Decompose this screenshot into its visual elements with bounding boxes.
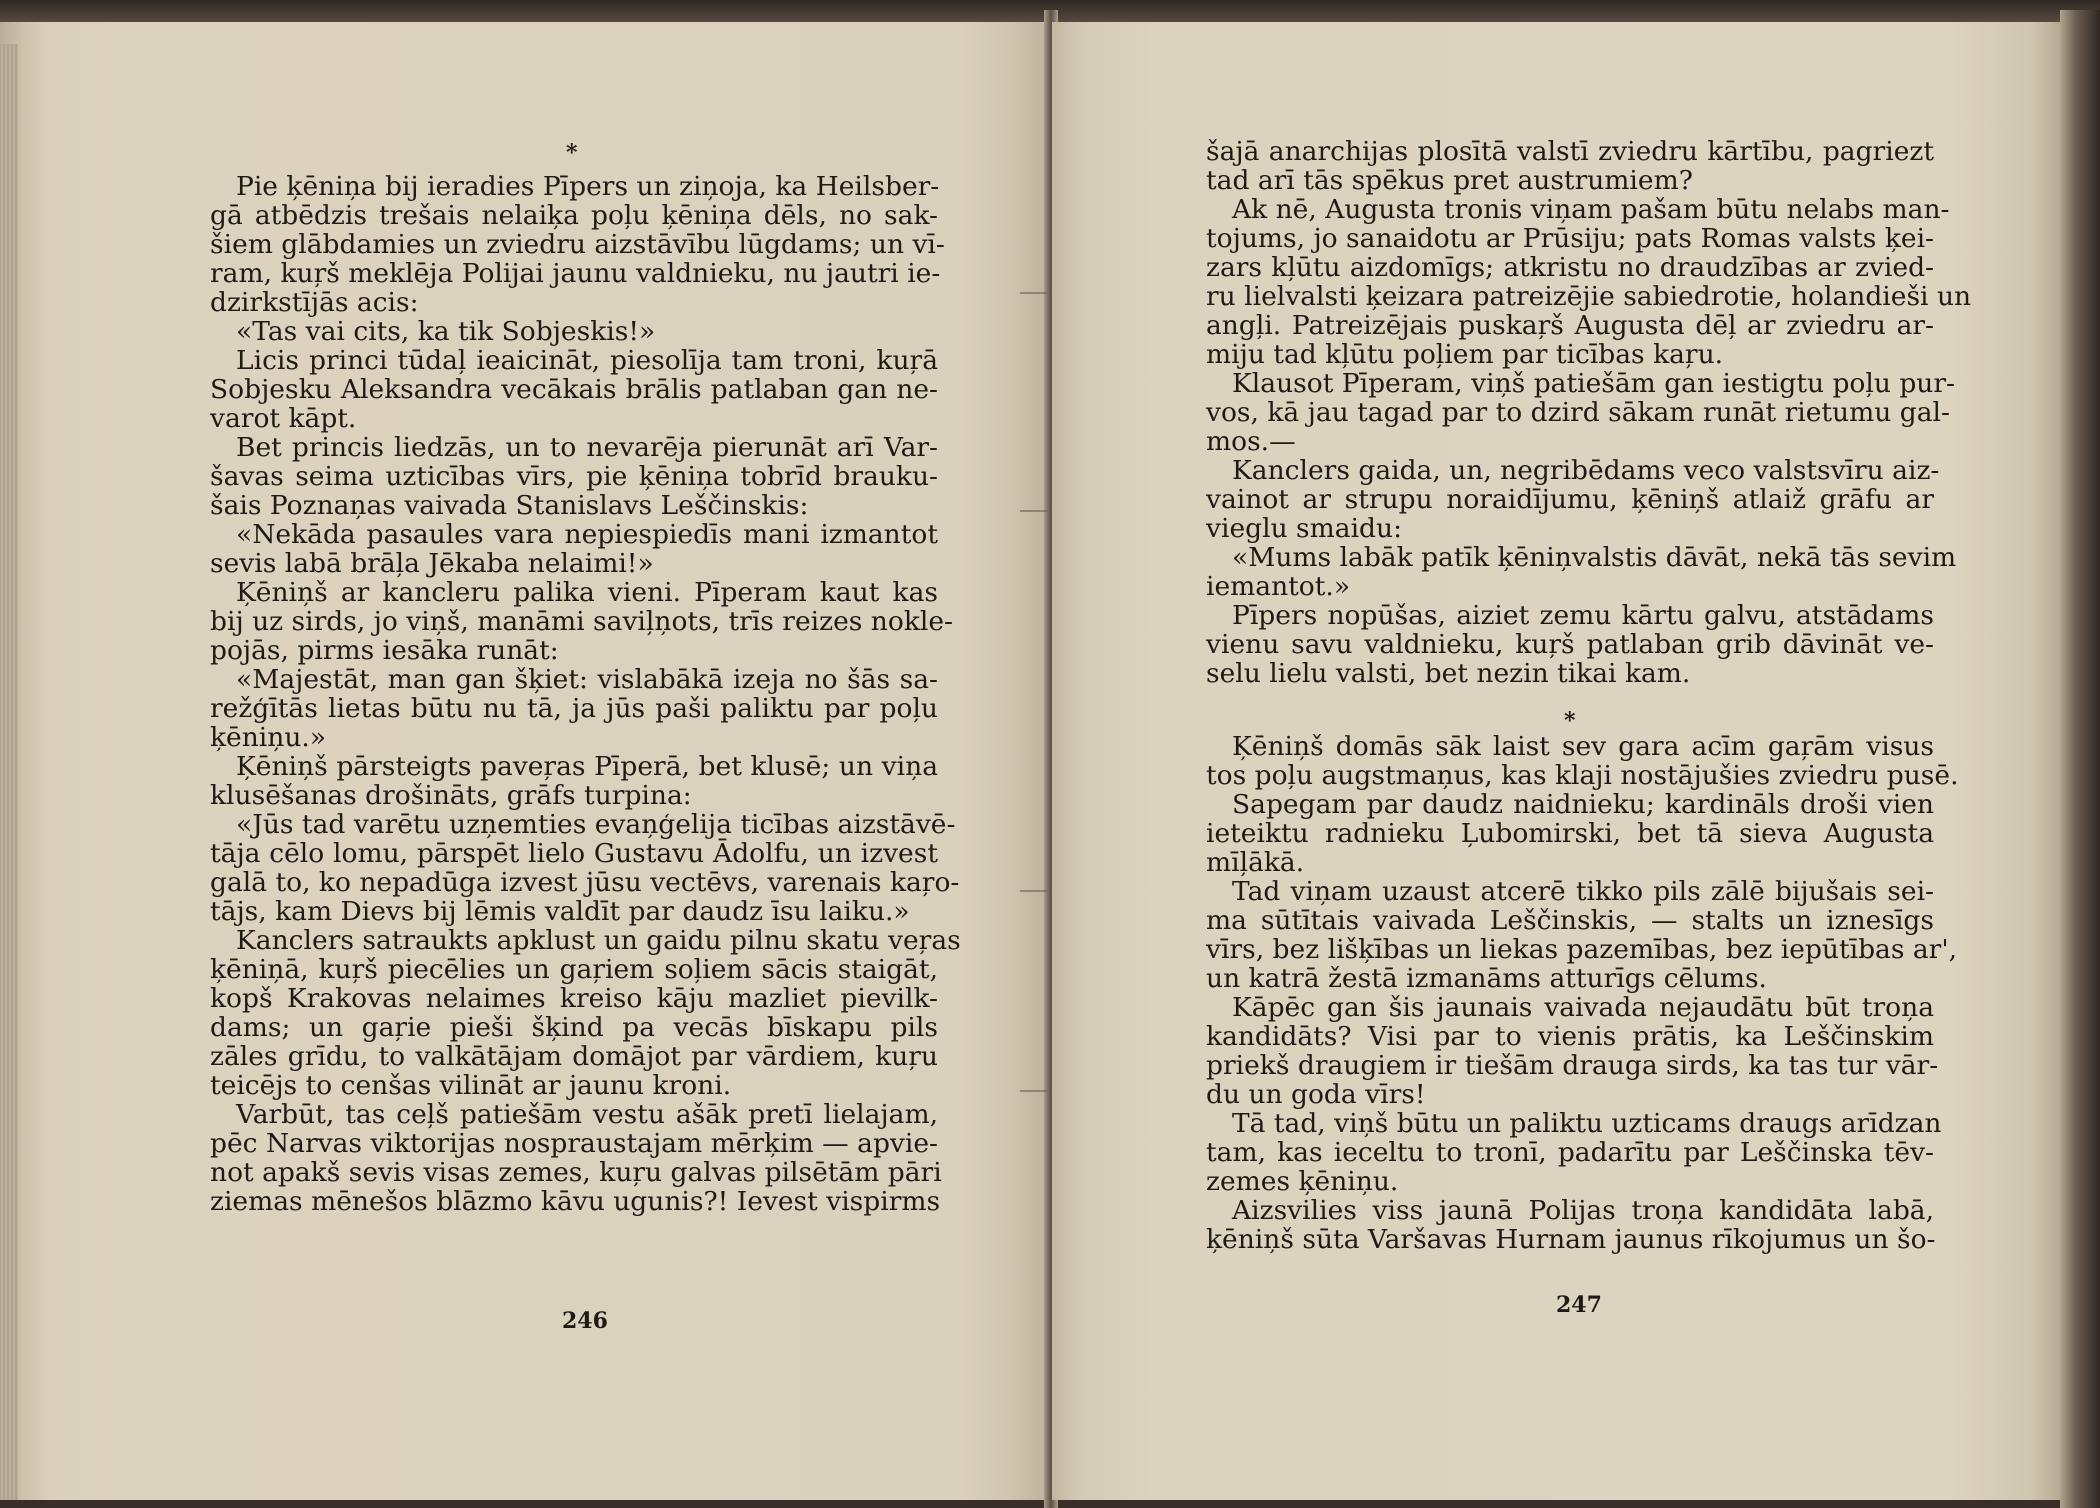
- text-line: pēc Narvas viktorijas nospraustajam mērķim — apvie-: [210, 1128, 938, 1159]
- text-line: šavas seima uzticības vīrs, pie ķēniņa tobrīd brauku-: [210, 461, 938, 492]
- binding-thread: [1020, 1090, 1050, 1092]
- text-line: dams; un gaŗie pieši šķind pa vecās bīskapu pils: [210, 1012, 938, 1043]
- binding-thread: [1020, 890, 1050, 892]
- text-line: Ak nē, Augusta tronis viņam pašam būtu nelabs man-: [1232, 194, 1950, 225]
- section-separator: *: [1564, 708, 1576, 734]
- text-line: šais Poznaņas vaivada Stanislavs Leščinskis:: [210, 490, 809, 521]
- text-line: ķēniņu.»: [210, 722, 327, 753]
- text-line: Ķēniņš domās sāk laist sev gara acīm gaŗām visus: [1232, 731, 1934, 762]
- text-line: Sobjesku Aleksandra vecākais brālis patlaban gan ne-: [210, 374, 938, 405]
- text-line: zāles grīdu, to valkātājam domājot par vārdiem, kuŗu: [210, 1041, 938, 1072]
- text-line: dzirkstījās acis:: [210, 287, 419, 318]
- text-line: Varbūt, tas ceļš patiešām vestu ašāk pretī lielajam,: [236, 1099, 938, 1130]
- text-line: tos poļu augstmaņus, kas klaji nostājušies zviedru pusē.: [1206, 760, 1959, 791]
- text-line: tojums, jo sanaidotu ar Prūsiju; pats Romas valsts ķei-: [1206, 223, 1934, 254]
- section-separator: *: [566, 140, 578, 166]
- text-line: Kanclers gaida, un, negribēdams veco valstsvīru aiz-: [1232, 455, 1940, 486]
- text-line: tāja cēlo lomu, pārspēt lielo Gustavu Ādolfu, un izvest: [210, 838, 938, 869]
- text-line: ķēniņā, kuŗš piecēlies un gaŗiem soļiem sācis staigāt,: [210, 954, 938, 985]
- text-line: Klausot Pīperam, viņš patiešām gan iestigtu poļu pur-: [1232, 368, 1955, 399]
- text-line: mīļākā.: [1206, 847, 1305, 878]
- text-line: Licis princi tūdaļ ieaicināt, piesolīja tam troni, kuŗā: [236, 345, 938, 376]
- text-line: klusēšanas drošināts, grāfs turpina:: [210, 780, 692, 811]
- page-stack-edge-right: [2060, 10, 2100, 1508]
- text-line: mos.—: [1206, 426, 1296, 457]
- text-line: vīrs, bez lišķības un liekas pazemības, bez iepūtības ar',: [1206, 934, 1958, 965]
- text-line: Ķēniņš pārsteigts paveŗas Pīperā, bet klusē; un viņa: [236, 751, 938, 782]
- page-number-right: 247: [1556, 1292, 1602, 1318]
- text-line: angļi. Patreizējais puskaŗš Augusta dēļ ar zviedru ar-: [1206, 310, 1934, 341]
- text-line: «Mums labāk patīk ķēniņvalstis dāvāt, nekā tās sevim: [1232, 542, 1957, 573]
- text-line: zars kļūtu aizdomīgs; atkristu no draudzības ar zvied-: [1206, 252, 1934, 283]
- text-line: iemantot.»: [1206, 571, 1351, 602]
- text-line: ru lielvalsti ķeizara patreizējie sabiedrotie, holandieši un: [1206, 281, 1972, 312]
- binding-thread: [1020, 510, 1050, 512]
- text-line: gā atbēdzis trešais nelaiķa poļu ķēniņa dēls, no sak-: [210, 200, 938, 231]
- text-line: ram, kuŗš meklēja Polijai jaunu valdnieku, nu jautri ie-: [210, 258, 941, 289]
- text-line: ziemas mēnešos blāzmo kāvu ugunis?! Ievest vispirms: [210, 1186, 941, 1217]
- text-line: ķēniņš sūta Varšavas Hurnam jaunus rīkojumus un šo-: [1206, 1224, 1936, 1255]
- text-line: Tad viņam uzaust atcerē tikko pils zālē bijušais sei-: [1232, 876, 1934, 907]
- text-line: Tā tad, viņš būtu un paliktu uzticams draugs arīdzan: [1232, 1108, 1942, 1139]
- text-line: not apakš sevis visas zemes, kuŗu galvas pilsētām pāri: [210, 1157, 942, 1188]
- page-stack-edge: [0, 44, 18, 1500]
- text-line: vos, kā jau tagad par to dzird sākam runāt rietumu gal-: [1206, 397, 1950, 428]
- left-page-text: [210, 171, 961, 1217]
- text-line: tājs, kam Dievs bij lēmis valdīt par daudz īsu laiku.»: [210, 896, 910, 927]
- text-line: pojās, pirms iesāka runāt:: [210, 635, 559, 666]
- right-page-text-bottom: [1206, 731, 1959, 1255]
- text-line: vieglu smaidu:: [1206, 513, 1403, 544]
- text-line: kopš Krakovas nelaimes kreiso kāju mazliet pievilk-: [210, 983, 938, 1014]
- text-line: režģītās lietas būtu nu tā, ja jūs paši paliktu par poļu: [210, 693, 938, 724]
- left-page: [0, 22, 1048, 1500]
- text-line: «Nekāda pasaules vara nepiespiedīs mani izmantot: [236, 519, 938, 550]
- text-line: šiem glābdamies un zviedru aizstāvību lūgdams; un vī-: [210, 229, 945, 260]
- text-line: priekš draugiem ir tiešām drauga sirds, ka tas tur vār-: [1206, 1050, 1939, 1081]
- text-line: vainot ar strupu noraidījumu, ķēniņš atlaiž grāfu ar: [1206, 484, 1934, 515]
- text-line: Bet princis liedzās, un to nevarēja pierunāt arī Var-: [236, 432, 938, 463]
- right-page-text-top: [1206, 136, 1972, 689]
- text-line: Kāpēc gan šis jaunais vaivada nejaudātu būt troņa: [1232, 992, 1934, 1023]
- text-line: šajā anarchijas plosītā valstī zviedru kārtību, pagriezt: [1206, 136, 1934, 167]
- text-line: «Tas vai cits, ka tik Sobjeskis!»: [236, 316, 656, 347]
- text-line: un katrā žestā izmanāms atturīgs cēlums.: [1206, 963, 1767, 994]
- text-line: ma sūtītais vaivada Leščinskis, — stalts un iznesīgs: [1206, 905, 1934, 936]
- text-line: tad arī tās spēkus pret austrumiem?: [1206, 165, 1693, 196]
- text-line: varot kāpt.: [210, 403, 357, 434]
- text-line: Ķēniņš ar kancleru palika vieni. Pīperam kaut kas: [236, 577, 938, 608]
- text-line: vienu savu valdnieku, kuŗš patlaban grib dāvināt ve-: [1206, 629, 1934, 660]
- text-line: Pīpers nopūšas, aiziet zemu kārtu galvu, atstādams: [1232, 600, 1934, 631]
- right-page: [1052, 22, 2060, 1500]
- text-line: Pie ķēniņa bij ieradies Pīpers un ziņoja, ka Heilsber-: [236, 171, 940, 202]
- text-line: teicējs to cenšas vilināt ar jaunu kroni.: [210, 1070, 732, 1101]
- text-line: galā to, ko nepadūga izvest jūsu vectēvs, varenais kaŗo-: [210, 867, 960, 898]
- text-line: Kanclers satraukts apklust un gaidu pilnu skatu veŗas: [236, 925, 961, 956]
- text-line: Aizsvilies viss jaunā Polijas troņa kandidāta labā,: [1232, 1195, 1934, 1226]
- page-number-left: 246: [562, 1308, 608, 1334]
- text-line: Sapegam par daudz naidnieku; kardināls droši vien: [1232, 789, 1934, 820]
- binding-thread: [1020, 292, 1050, 294]
- text-line: zemes ķēniņu.: [1206, 1166, 1399, 1197]
- text-line: «Majestāt, man gan šķiet: vislabākā izeja no šās sa-: [236, 664, 938, 695]
- text-line: «Jūs tad varētu uzņemties evaņģelija ticības aizstāvē-: [236, 809, 956, 840]
- text-line: selu lielu valsti, bet nezin tikai kam.: [1206, 658, 1691, 689]
- text-line: ieteiktu radnieku Ļubomirski, bet tā sieva Augusta: [1206, 818, 1934, 849]
- text-line: tam, kas ieceltu to tronī, padarītu par Leščinska tēv-: [1206, 1137, 1934, 1168]
- text-line: sevis labā brāļa Jēkaba nelaimi!»: [210, 548, 654, 579]
- text-line: miju tad kļūtu poļiem par ticības kaŗu.: [1206, 339, 1724, 370]
- text-line: kandidāts? Visi par to vienis prātis, ka Leščinskim: [1206, 1021, 1934, 1052]
- text-line: du un goda vīrs!: [1206, 1079, 1426, 1110]
- text-line: bij uz sirds, jo viņš, manāmi saviļņots, trīs reizes nokle-: [210, 606, 953, 637]
